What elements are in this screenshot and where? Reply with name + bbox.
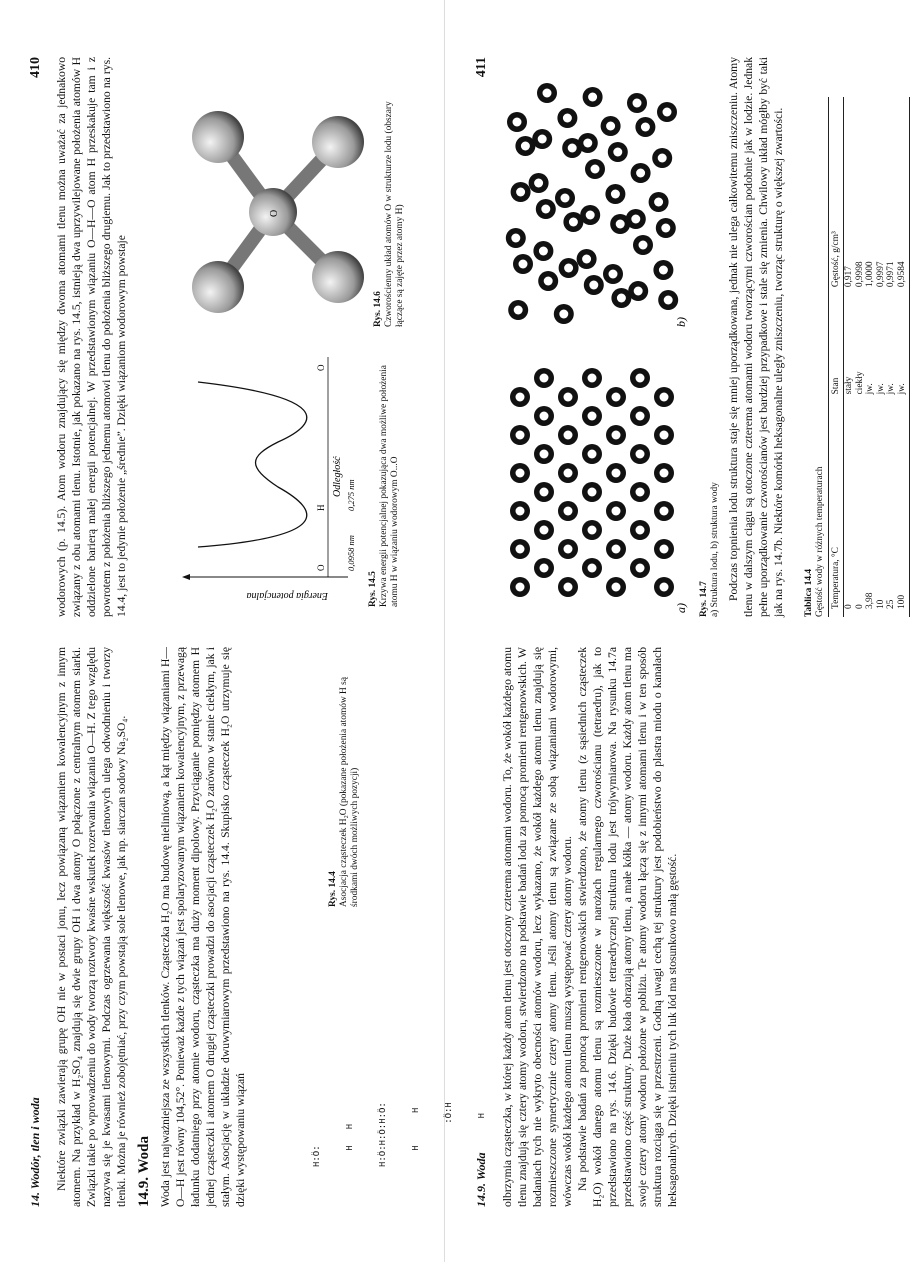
- hydrogen-atom-mark: [516, 393, 525, 402]
- hydrogen-atom-mark: [612, 469, 621, 478]
- hydrogen-atom-mark: [561, 194, 570, 203]
- table-cell: jw.: [865, 383, 875, 395]
- hydrogen-atom-mark: [636, 450, 645, 459]
- hydrogen-atom-mark: [543, 89, 552, 98]
- hydrogen-atom-mark: [634, 287, 643, 296]
- hydrogen-atom-mark: [513, 118, 522, 127]
- table-header: Gęstość, g/cm³: [829, 97, 844, 295]
- y-arrow: [182, 574, 190, 580]
- table-cell: jw.: [886, 383, 896, 395]
- right-page-number: 411: [474, 57, 489, 78]
- hydrogen-atom-mark: [541, 205, 550, 214]
- o-label: O: [269, 209, 280, 217]
- left-para-2: Woda jest najważniejsza ze wszystkich tlenków. Cząsteczka H₂O ma budowę nieliniową, a kąt między wiązaniami H—O—H jest równy 104,52°. Ponieważ każde z tych wiązań jest spolaryzowanym wiązaniem kowalencyjnym, z przewagą ładunku dodatniego przy atomie wodoru, cząsteczka ma duży moment dipolowy. Przyciąganie pomiędzy atomem H jednej cząsteczki i atomem O drugiej cząsteczki prowadzi do asocjacji cząsteczek H₂O zarówno w stanie ciekłym, jak i stałym. Asocjację w układzie dwuwymiarowym przedstawiono na rys. 14.4. Skupisko cząsteczek H₂O utrzymuje się dzięki występowaniu wiązań: [159, 647, 247, 1207]
- dist-2: 0,275 nm: [346, 479, 356, 511]
- lewis-row: H:Ö:H:Ö:H:Ö:: [378, 1102, 388, 1167]
- right-para-1: olbrzymia cząsteczka, w której każdy atom tlenu jest otoczony czterema atomami wodoru. To, że wokół każdego atomu tlenu znajdują się cztery atomy wodoru, stwierdzono na podstawie badań lodu za pomocą promieni rentgenowskich. W badaniach tych nie wykryto obecności atomów wodoru, lecz wykazano, że wokół każdego atomu tlenu znajdują się rozmieszczone symetrycznie cztery atomy tlenu. Jeśli atomy tlenu są związane ze sobą wiązaniami wodorowymi, wówczas wokół każdego atomu tlenu muszą występować cztery atomy wodoru.: [501, 647, 574, 1207]
- table-cell: ciekły: [854, 371, 865, 395]
- left-para-1: Niektóre związki zawierają grupę OH nie w postaci jonu, lecz powiązaną wiązaniem kowalencyjnym z innym atomem. Na przykład w H₂SO₄ znajdują się dwie grupy OH i dwa atomy O połączone z centralnym atomem siarki. Związki takie po wprowadzeniu do wody tworzą roztwory kwaśne wskutek rozerwania wiązania O—H. Z tego względu nazywa się je kwasami tlenowymi. Podczas ogrzewania większość kwasów tlenowych ulega odwodnieniu i tworzy tlenki. Można je również zobojętniać, przy czym powstają sole tlenowe, jak np. siarczan sodowy Na₂SO₄.: [55, 647, 128, 1207]
- density-table: [828, 97, 910, 617]
- table-row: [865, 97, 876, 617]
- table-title: Tablica 14.4: [804, 568, 814, 617]
- hydrogen-atom-mark: [519, 260, 528, 269]
- table-cell: 3,98: [865, 592, 875, 609]
- hydrogen-atom-mark: [591, 165, 600, 174]
- fig-14-7-caption: a) Struktura lodu, b) struktura wody: [710, 482, 720, 617]
- table-cell: 100: [897, 402, 910, 617]
- hydrogen-atom-mark: [636, 526, 645, 535]
- hydrogen-atom-mark: [588, 564, 597, 573]
- hydrogen-atom-mark: [516, 583, 525, 592]
- hydrogen-atom-mark: [514, 306, 523, 315]
- hydrogen-atom-mark: [609, 270, 618, 279]
- x-label: Odległość: [332, 456, 343, 497]
- table-cell: stały: [844, 376, 854, 395]
- hydrogen-atom-mark: [616, 220, 625, 229]
- hydrogen-atom-mark: [521, 142, 530, 151]
- right-page: [446, 0, 907, 1262]
- hydrogen-atom-mark: [569, 218, 578, 227]
- hydrogen-atom-mark: [636, 488, 645, 497]
- right-page-header: 14.9. Woda: [474, 1152, 488, 1207]
- table-subtitle: Gęstość wody w różnych temperaturach: [815, 466, 825, 617]
- left-para-3: wodorowych (p. 14.5). Atom wodoru znajdujący się między dwoma atomami tlenu można uważać za jednakowo związany z obu atomami tlenu. Istotnie, jak pokazano na rys. 14.5, istnieją dwa uprzywilejowane położenia atomów H oddzielone barierą małej energii potencjalnej. W przedstawionym wiązaniu O—H—O atom H przeskakuje tam i z powrotem z położenia bliższego jednemu atomowi tlenu do położenia bliższego drugiemu. Jak to przedstawiono na rys. 14.4, jest to jedynie położenie „średnie”. Dzięki wiązaniom wodorowym powstaje: [55, 57, 128, 617]
- hydrogen-atom-mark: [660, 583, 669, 592]
- left-page-header: 14. Wodór, tlen i woda: [28, 1097, 42, 1207]
- oxygen-sphere: [192, 261, 244, 313]
- hydrogen-atom-mark: [631, 215, 640, 224]
- fig-14-7-image: [500, 57, 695, 617]
- hydrogen-atom-mark: [641, 123, 650, 132]
- fig-14-7-caption-title: Rys. 14.7: [699, 581, 709, 617]
- oxygen-sphere: [192, 111, 244, 163]
- hydrogen-atom-mark: [612, 393, 621, 402]
- label-a: a): [674, 603, 688, 613]
- hydrogen-atom-mark: [564, 507, 573, 516]
- hydrogen-atom-mark: [588, 412, 597, 421]
- hydrogen-atom-mark: [588, 93, 597, 102]
- table-row: [855, 97, 866, 617]
- hydrogen-atom-mark: [612, 507, 621, 516]
- mark-o-left: O: [316, 564, 326, 571]
- y-label: Energia potencjalna: [246, 590, 328, 601]
- lewis-row: H H: [411, 1107, 421, 1167]
- mark-o-right: O: [316, 364, 326, 371]
- hydrogen-atom-mark: [540, 412, 549, 421]
- table-cell: 25: [886, 599, 896, 609]
- hydrogen-atom-mark: [539, 247, 548, 256]
- hydrogen-atom-mark: [611, 190, 620, 199]
- table-header: Stan: [829, 295, 844, 402]
- hydrogen-atom-mark: [534, 179, 543, 188]
- fig-14-6-caption: Czworościenny układ atomów O w strukturze lodu (obszary łączące są zajęte przez atomy H): [384, 101, 405, 327]
- fig-14-4-caption-title: Rys. 14.4: [328, 871, 338, 907]
- hydrogen-atom-mark: [516, 431, 525, 440]
- hydrogen-atom-mark: [516, 188, 525, 197]
- hydrogen-atom-mark: [636, 374, 645, 383]
- hydrogen-atom-mark: [636, 412, 645, 421]
- hydrogen-atom-mark: [564, 431, 573, 440]
- hydrogen-atom-mark: [516, 469, 525, 478]
- hydrogen-atom-mark: [661, 224, 670, 233]
- table-row: [897, 97, 910, 617]
- hydrogen-atom-mark: [633, 99, 642, 108]
- right-para-2: Na podstawie badań za pomocą promieni rentgenowskich stwierdzono, że atomy tlenu (z sąsiednich cząsteczek H₂O) wokół danego atomu tlenu są rozmieszczone w narożach regularnego czworościanu (tetraedru), jak to przedstawiono na rys. 14.6. Dzięki budowie tetraedrycznej struktura lodu jest trójwymiarowa. Na rysunku 14.7a przedstawiono część struktury. Duże koła obrazują atomy tlenu, a małe kółka — atomy wodoru. Każdy atom tlenu ma swoje cztery atomy wodoru położone w pobliżu. Te atomy wodoru łączą się z innymi atomami tlenu i w ten sposób struktura rozciąga się w przestrzeni. Godną uwagi cechą tej struktury jest podobieństwo do plastra miodu o kanałach heksagonalnych. Dzięki istnieniu tych luk lód ma stosunkowo małą gęstość.: [576, 647, 679, 1207]
- hydrogen-atom-mark: [660, 431, 669, 440]
- hydrogen-atom-mark: [564, 545, 573, 554]
- label-b: b): [674, 317, 688, 327]
- table-cell: 0: [844, 604, 854, 609]
- hydrogen-atom-mark: [564, 583, 573, 592]
- mark-h: H: [316, 504, 326, 511]
- hydrogen-atom-mark: [583, 139, 592, 148]
- fig-14-4-caption: Asocjacja cząsteczek H₂O (pokazane położenia atomów H są środkami dwóch możliwych pozycji): [339, 677, 360, 907]
- hydrogen-atom-mark: [613, 148, 622, 157]
- table-header: Temperatura, °C: [829, 402, 844, 617]
- table-cell: jw.: [875, 383, 886, 395]
- hydrogen-atom-mark: [544, 277, 553, 286]
- hydrogen-atom-mark: [639, 241, 648, 250]
- hydrogen-atom-mark: [540, 450, 549, 459]
- hydrogen-atom-mark: [588, 450, 597, 459]
- table-cell: 0,9584: [897, 97, 910, 295]
- hydrogen-atom-mark: [516, 545, 525, 554]
- hydrogen-atom-mark: [660, 393, 669, 402]
- hydrogen-atom-mark: [612, 431, 621, 440]
- table-row: [844, 97, 855, 617]
- dist-1: 0,0958 nm: [346, 535, 356, 571]
- hydrogen-atom-mark: [540, 564, 549, 573]
- hydrogen-atom-mark: [516, 507, 525, 516]
- hydrogen-atom-mark: [660, 507, 669, 516]
- hydrogen-atom-mark: [612, 545, 621, 554]
- hydrogen-atom-mark: [564, 469, 573, 478]
- hydrogen-atom-mark: [606, 122, 615, 131]
- section-title: 14.9. Woda: [136, 1136, 152, 1207]
- fig-14-5-caption: Krzywa energii potencjalnej pokazująca dwa możliwe położenia atomu H w wiązaniu wodorowym O...O: [379, 365, 400, 607]
- hydrogen-atom-mark: [582, 255, 591, 264]
- lewis-row: H H: [345, 1123, 355, 1167]
- fig-14-5-chart: [178, 347, 358, 607]
- hydrogen-atom-mark: [540, 526, 549, 535]
- table-cell: 0,9971: [886, 261, 896, 288]
- table-row: [886, 97, 897, 617]
- hydrogen-atom-mark: [612, 583, 621, 592]
- hydrogen-atom-mark: [568, 144, 577, 153]
- hydrogen-atom-mark: [636, 169, 645, 178]
- hydrogen-atom-mark: [540, 374, 549, 383]
- hydrogen-atom-mark: [586, 211, 595, 220]
- hydrogen-atom-mark: [589, 281, 598, 290]
- hydrogen-atom-mark: [564, 264, 573, 273]
- hydrogen-atom-mark: [563, 114, 572, 123]
- table-cell: 0,9998: [854, 261, 865, 288]
- table-cell: 0,9997: [875, 261, 886, 288]
- table-cell: 0: [854, 604, 865, 609]
- lewis-row: H: [477, 1112, 487, 1167]
- hydrogen-atom-mark: [660, 469, 669, 478]
- hydrogen-atom-mark: [588, 526, 597, 535]
- hydrogen-atom-mark: [617, 294, 626, 303]
- hydrogen-atom-mark: [588, 374, 597, 383]
- hydrogen-atom-mark: [538, 135, 547, 144]
- hydrogen-atom-mark: [564, 393, 573, 402]
- hydrogen-atom-mark: [540, 488, 549, 497]
- hydrogen-atom-mark: [559, 310, 568, 319]
- table-cell: 1,0000: [865, 261, 875, 288]
- hydrogen-atom-mark: [654, 198, 663, 207]
- table-cell: 10: [875, 599, 886, 609]
- hydrogen-atom-mark: [664, 296, 673, 305]
- oxygen-sphere: [312, 251, 364, 303]
- table-cell: jw.: [897, 295, 910, 402]
- hydrogen-atom-mark: [588, 488, 597, 497]
- table-cell: 0,917: [844, 266, 854, 288]
- lewis-row: :Ö:H: [444, 1102, 454, 1167]
- fig-14-6-image: [178, 97, 368, 327]
- left-page-number: 410: [28, 57, 43, 78]
- hydrogen-atom-mark: [659, 266, 668, 275]
- hydrogen-atom-mark: [663, 108, 672, 117]
- lewis-row: H:Ö:: [312, 1145, 322, 1167]
- oxygen-sphere: [312, 116, 364, 168]
- hydrogen-atom-mark: [511, 234, 520, 243]
- right-para-3: Podczas topnienia lodu struktura staje się mniej uporządkowana, jednak nie ulega całkowitemu zniszczeniu. Atomy tlenu w dalszym ciągu są otoczone czterema atomami wodoru tworzącymi czworościan podobnie jak w lodzie. Jednak pełne uporządkowanie czworościanów jest bardziej przypadkowe i stale się zmienia. Chwilowy układ mógłby być taki jak na rys. 14.7b. Niektóre komórki heksagonalne uległy zniszczeniu, tworząc strukturę o większej zwartości.: [727, 57, 785, 617]
- hydrogen-atom-mark: [636, 564, 645, 573]
- potential-curve: [198, 382, 307, 547]
- fig-14-5-caption-title: Rys. 14.5: [368, 571, 378, 607]
- table-row: [876, 97, 887, 617]
- hydrogen-atom-mark: [658, 154, 667, 163]
- fig-14-6-caption-title: Rys. 14.6: [373, 291, 383, 327]
- hydrogen-atom-mark: [660, 545, 669, 554]
